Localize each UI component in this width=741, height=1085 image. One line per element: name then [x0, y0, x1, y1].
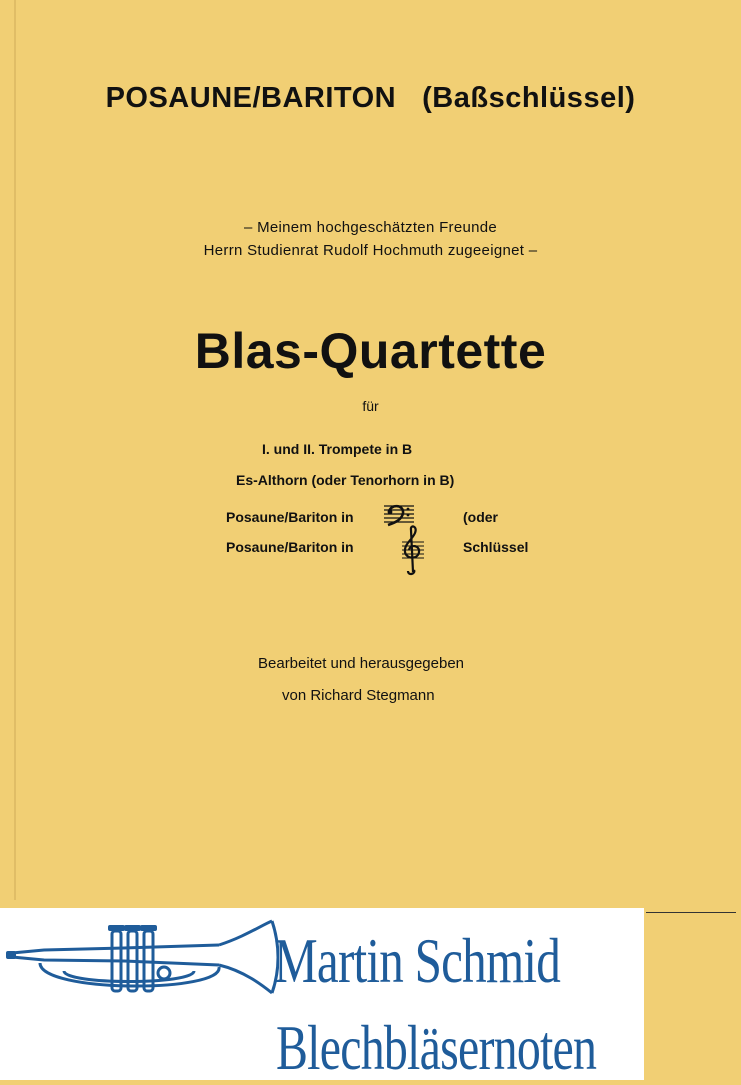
for-label: für — [362, 398, 379, 414]
cover-fold-line — [14, 0, 16, 900]
credits-line-1: Bearbeitet und herausgegeben — [258, 655, 465, 672]
dedication-line-2: Herrn Studienrat Rudolf Hochmuth zugeeignet – — [203, 242, 538, 259]
bass-clef-icon — [384, 506, 414, 525]
trumpet-icon — [4, 915, 279, 1000]
instrument-note-1: (oder — [463, 509, 498, 525]
clef-symbols-icon — [380, 500, 440, 580]
part-header — [0, 82, 741, 115]
instrument-name: POSAUNE/BARITON — [105, 82, 397, 114]
credits-line-2: von Richard Stegmann — [282, 687, 435, 704]
instrument-line-4: Posaune/Bariton in — [226, 539, 354, 555]
instrument-line-3: Posaune/Bariton in — [226, 509, 354, 525]
treble-clef-icon — [402, 526, 424, 574]
instrument-line-2: Es-Althorn (oder Tenorhorn in B) — [236, 472, 455, 488]
instrument-line-1: I. und II. Trompete in B — [262, 441, 413, 457]
dedication-line-1: – Meinem hochgeschätzten Freunde — [243, 219, 498, 236]
publisher-logo-line-2: Blechbläsernoten — [276, 1013, 597, 1083]
dedication — [0, 216, 741, 262]
clef-note: (Baßschlüssel) — [422, 82, 636, 114]
page-title: Blas-Quartette — [194, 323, 547, 379]
credits — [258, 648, 464, 712]
publisher-logo-line-1: Martin Schmid — [274, 926, 561, 996]
edge-rule — [646, 912, 736, 913]
instrument-note-2: Schlüssel — [463, 539, 529, 555]
